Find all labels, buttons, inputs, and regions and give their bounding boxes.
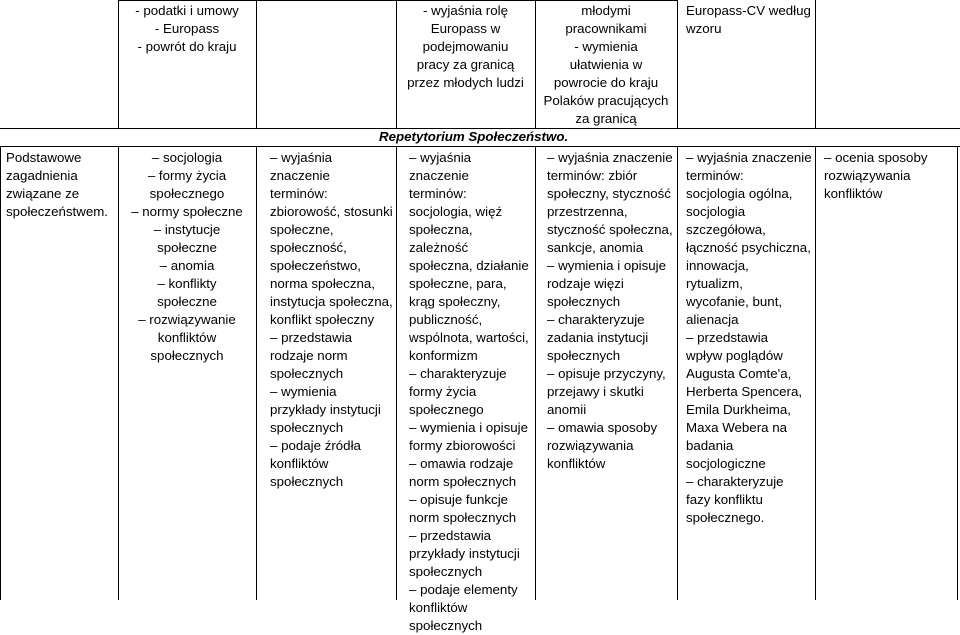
col-border-2-main bbox=[256, 146, 257, 600]
col-border-4-main bbox=[535, 146, 536, 600]
table-top-border bbox=[118, 0, 678, 1]
level1-requirements-cell: – wyjaśnia znaczenie terminów: zbiorowość, stosunki społeczne, społeczność, społeczeństwo, norma społeczna, instytucja społeczna, konflikt społeczny – przedstawia rodzaje norm społecznych – wymienia przykłady instytucji społecznych – podaje źródła konfliktów społecznych bbox=[270, 150, 393, 489]
col-border-7-main bbox=[957, 146, 958, 600]
top-level3-cell: młodymi pracownikami - wymienia ułatwienia w powrocie do kraju Polaków pracujących za granicą bbox=[543, 3, 669, 126]
section-title: Repetytorium Społeczeństwo. bbox=[379, 129, 569, 144]
level2-requirements-cell: – wyjaśnia znaczenie terminów: socjologia, więź społeczna, zależność społeczna, działanie społeczne, para, krąg społeczny, publiczność, wspólnota, wartości, konformizm – charakteryzuje formy życia społecznego – wymienia i opisuje formy zbiorowości – omawia rodzaje norm społecznych – opisuje funkcje norm społecznych – przedstawia przykłady instytucji społecznych – podaje elementy konfliktów społecznych bbox=[409, 150, 529, 633]
content-cell: – socjologia – formy życia społecznego – normy społeczne – instytucje społeczne – anomia – konflikty społeczne – rozwiązywanie konfliktów społecznych bbox=[131, 150, 243, 363]
level5-requirements-cell: – ocenia sposoby rozwiązywania konfliktów bbox=[824, 150, 928, 201]
col-border-2-top bbox=[256, 0, 257, 128]
level3-requirements-cell: – wyjaśnia znaczenie terminów: zbiór społeczny, styczność przestrzenna, styczność społeczna, sankcje, anomia – wymienia i opisuje rodzaje więzi społecznych – charakteryzuje zadania instytucji społecznych – opisuje przyczyny, przejawy i skutki anomii – omawia sposoby rozwiązywania konfliktów bbox=[547, 150, 673, 471]
col-border-5-top bbox=[677, 0, 678, 128]
level4-requirements-cell: – wyjaśnia znaczenie terminów: socjologia ogólna, socjologia szczegółowa, łączność psychiczna, innowacja, rytualizm, wycofanie, bunt, alienacja – przedstawia wpływ poglądów Augusta Comte'a, Herberta Spencera, Emila Durkheima, Maxa Webera na badania socjologiczne – charakteryzuje fazy konfliktu społecznego. bbox=[686, 150, 812, 525]
col-border-1-top bbox=[118, 0, 119, 128]
top-content-cell: - podatki i umowy - Europass - powrót do kraju bbox=[135, 3, 239, 54]
col-border-4-top bbox=[535, 0, 536, 128]
col-border-6-top bbox=[815, 0, 816, 128]
section-bottom-border bbox=[0, 146, 960, 147]
col-border-3-top bbox=[396, 0, 397, 128]
col-border-6-main bbox=[815, 146, 816, 600]
col-border-0-main bbox=[0, 146, 1, 600]
col-border-5-main bbox=[677, 146, 678, 600]
topic-cell: Podstawowe zagadnienia związane ze społeczeństwem. bbox=[6, 150, 108, 219]
col-border-1-main bbox=[118, 146, 119, 600]
top-level4-cell: Europass-CV według wzoru bbox=[686, 3, 811, 36]
col-border-3-main bbox=[396, 146, 397, 600]
top-level2-cell: - wyjaśnia rolę Europass w podejmowaniu pracy za granicą przez młodych ludzi bbox=[407, 3, 524, 90]
